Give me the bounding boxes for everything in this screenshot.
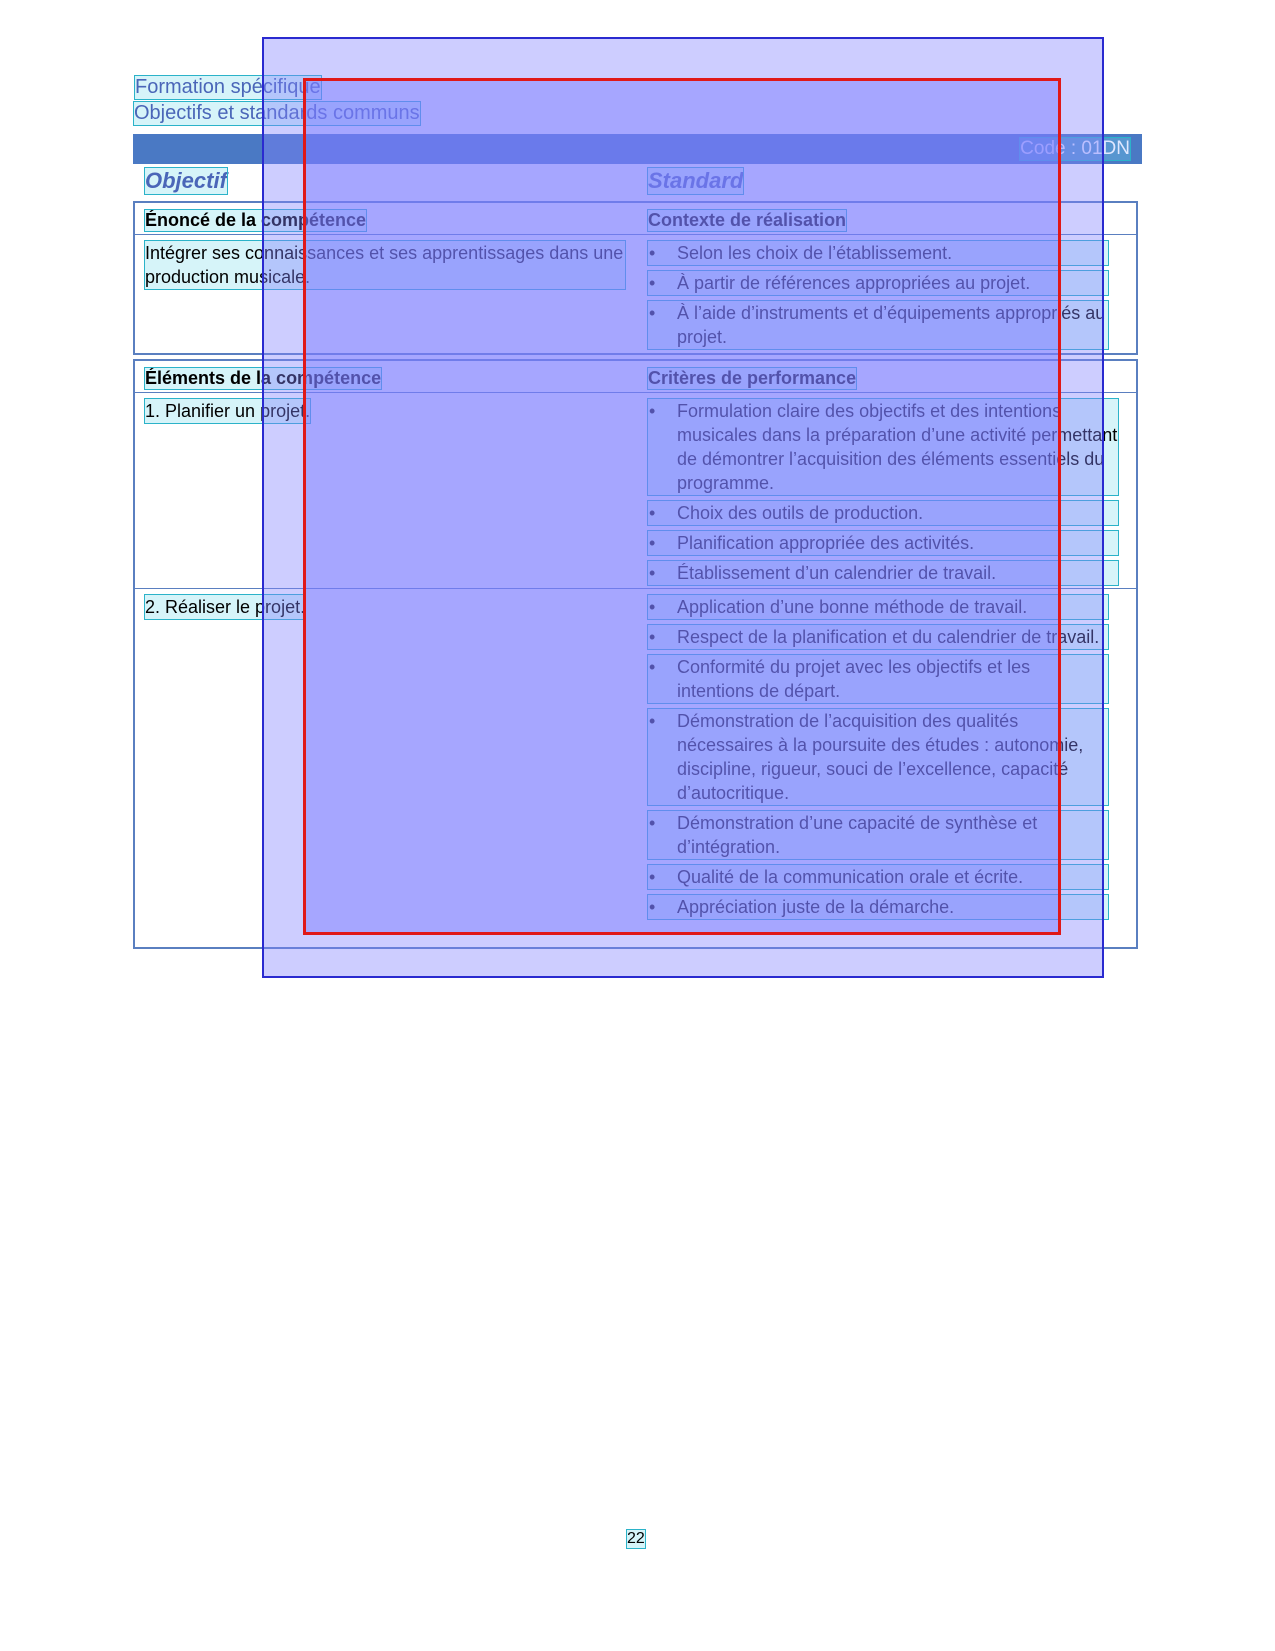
section-title: Formation spécifique bbox=[135, 76, 321, 98]
criterion-item: • Planification appropriée des activités. bbox=[648, 531, 1118, 555]
competency-code: Code : 01DN bbox=[1020, 138, 1130, 159]
criterion-item: • Formulation claire des objectifs et des intentions musicales dans la préparation d’une activité permettant de démontrer l’acquisition des éléments essentiels du programme. bbox=[648, 399, 1118, 495]
context-item: • Selon les choix de l’établissement. bbox=[648, 241, 1108, 265]
element-1: 1. Planifier un projet. bbox=[145, 401, 311, 421]
criterion-item: • Démonstration d’une capacité de synthèse et d’intégration. bbox=[648, 811, 1108, 859]
criterion-item: • Démonstration de l’acquisition des qualités nécessaires à la poursuite des études : autonomie, discipline, rigueur, souci de l’excellence, capacité d’autocritique. bbox=[648, 709, 1108, 805]
criterion-item: • Respect de la planification et du calendrier de travail. bbox=[648, 625, 1108, 649]
criteria-header: Critères de performance bbox=[648, 368, 857, 388]
criterion-item: • Qualité de la communication orale et écrite. bbox=[648, 865, 1108, 889]
section-subtitle: Objectifs et standards communs bbox=[134, 102, 420, 124]
context-item: • À l’aide d’instruments et d’équipements appropriés au projet. bbox=[648, 301, 1108, 349]
standard-heading: Standard bbox=[648, 168, 744, 193]
page-number: 22 bbox=[627, 1530, 645, 1547]
context-item: • À partir de références appropriées au projet. bbox=[648, 271, 1108, 295]
criterion-item: • Application d’une bonne méthode de travail. bbox=[648, 595, 1108, 619]
criterion-item: • Établissement d’un calendrier de travail. bbox=[648, 561, 1118, 585]
context-header: Contexte de réalisation bbox=[648, 210, 847, 230]
criterion-item: • Appréciation juste de la démarche. bbox=[648, 895, 1108, 919]
statement-header: Énoncé de la compétence bbox=[145, 210, 367, 230]
competency-statement: Intégrer ses connaissances et ses apprentissages dans une production musicale. bbox=[145, 243, 624, 287]
element-2: 2. Réaliser le projet. bbox=[145, 597, 306, 617]
objectif-heading: Objectif bbox=[145, 168, 227, 193]
criterion-item: • Choix des outils de production. bbox=[648, 501, 1118, 525]
criterion-item: • Conformité du projet avec les objectifs et les intentions de départ. bbox=[648, 655, 1108, 703]
overlay-region-inner bbox=[303, 78, 1061, 935]
elements-header: Éléments de la compétence bbox=[145, 368, 382, 388]
